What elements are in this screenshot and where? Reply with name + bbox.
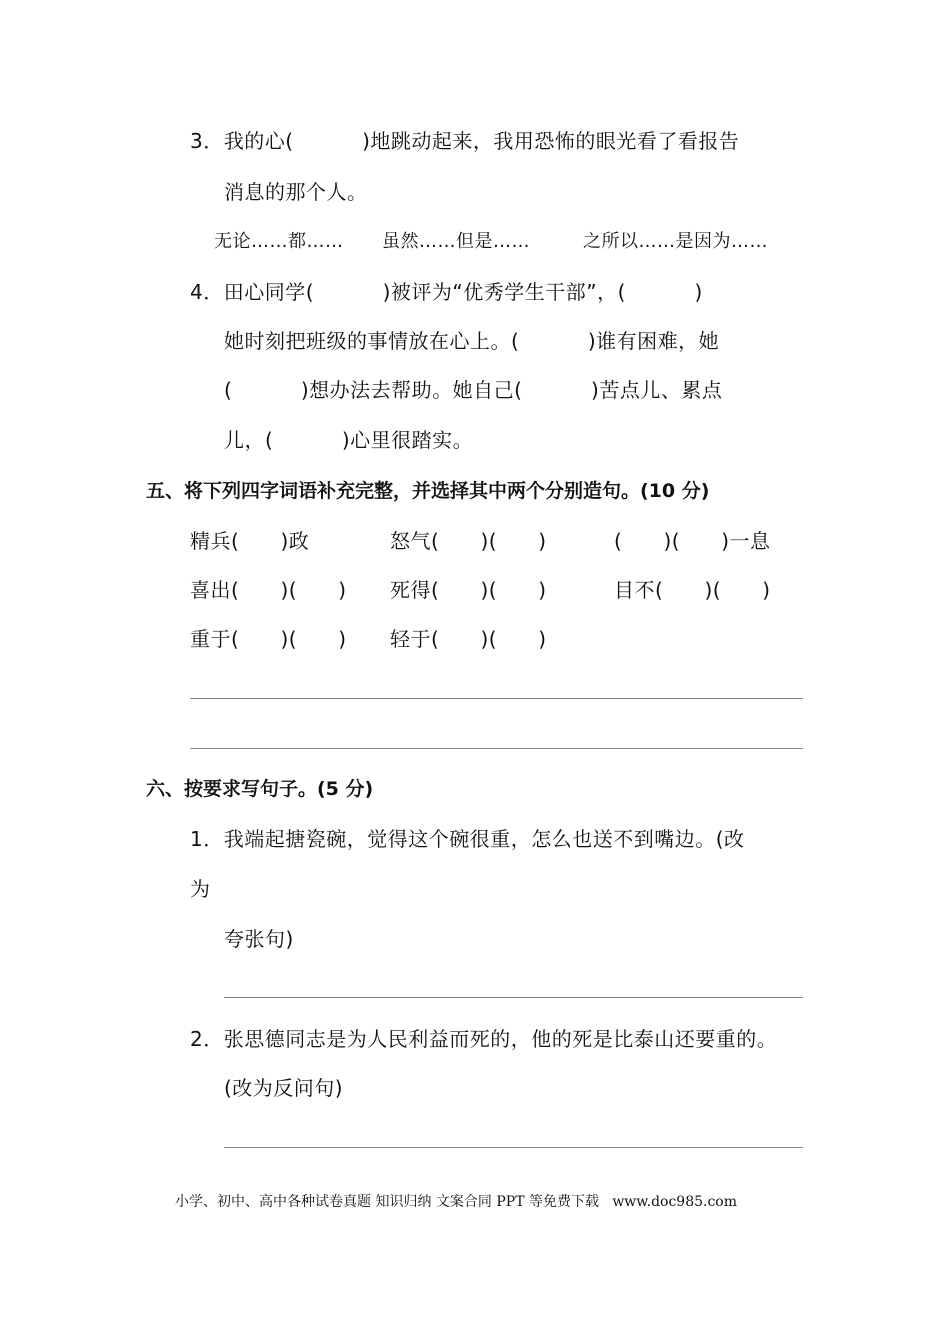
option-suiran: 虽然……但是…… [382,231,530,252]
s6-q1-line-1: 1．我端起搪瓷碗，觉得这个碗很重，怎么也送不到嘴边。(改 [190,827,745,851]
q3-line-2: 消息的那个人。 [224,180,368,204]
option-wulun: 无论……都…… [214,231,344,252]
option-zhisuoyi: 之所以……是因为…… [583,231,768,252]
idiom-1: 精兵( )政 [190,529,310,553]
footer-text: 小学、初中、高中各种试卷真题 知识归纳 文案合同 PPT 等免费下载 www.doc985.com [175,1194,738,1210]
answer-line-2 [190,748,803,749]
idiom-2: 怒气( )( ) [390,529,547,553]
idiom-4: 喜出( )( ) [190,578,347,602]
idiom-7: 重于( )( ) [190,627,347,651]
s6-q2-line-2: (改为反问句) [224,1076,344,1100]
answer-line-4 [224,1147,803,1148]
q3-line-1: 3．我的心( )地跳动起来，我用恐怖的眼光看了看报告 [190,129,740,153]
q4-line-4: 儿，( )心里很踏实。 [224,428,474,452]
q4-line-1: 4．田心同学( )被评为“优秀学生干部”，( ) [190,280,703,304]
idiom-3: ( )( )一息 [614,529,771,553]
answer-line-1 [190,698,803,699]
s6-q1-line-2: 为 [190,877,211,901]
idiom-5: 死得( )( ) [390,578,547,602]
idiom-6: 目不( )( ) [614,578,771,602]
answer-line-3 [224,997,803,998]
idiom-8: 轻于( )( ) [390,627,547,651]
q4-line-2: 她时刻把班级的事情放在心上。( )谁有困难，她 [224,329,720,353]
section-6-heading: 六、按要求写句子。(5 分) [146,778,374,800]
s6-q2-line-1: 2．张思德同志是为人民利益而死的，他的死是比泰山还要重的。 [190,1027,778,1051]
q4-line-3: ( )想办法去帮助。她自己( )苦点儿、累点 [224,378,723,402]
s6-q1-line-3: 夸张句) [224,927,294,951]
section-5-heading: 五、将下列四字词语补充完整，并选择其中两个分别造句。(10 分) [146,480,710,502]
